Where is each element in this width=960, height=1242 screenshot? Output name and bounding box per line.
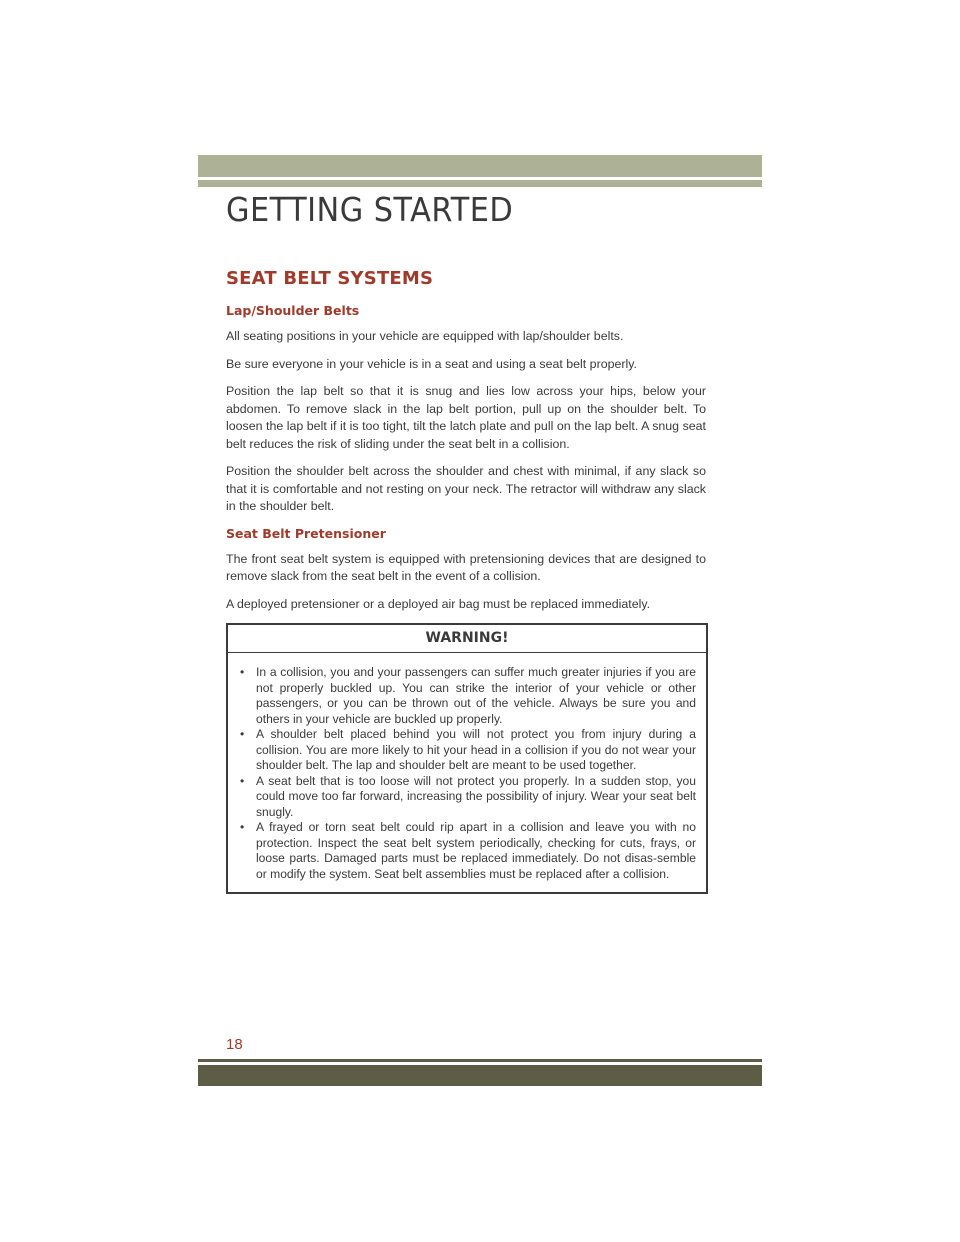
warning-item-text: A shoulder belt placed behind you will not protect you from injury during a collision. You are more likely to hit your head in a collision if you do not wear your shoulder belt. The lap and shoulder belt are meant to be used together. [256, 727, 696, 772]
bullet-icon: • [240, 820, 245, 834]
paragraph: The front seat belt system is equipped with pretensioning devices that are designed to remove slack from the seat belt in the event of a collision. [226, 551, 706, 583]
paragraph: Position the lap belt so that it is snug and lies low across your hips, below your abdomen. To remove slack in the lap belt portion, pull up on the shoulder belt. To loosen the lap belt if it is too tight, tilt the latch plate and pull on the lap belt. A snug seat belt reduces the risk of sliding under the seat belt in a collision. [226, 384, 706, 451]
warning-list [240, 665, 696, 882]
paragraph: Position the shoulder belt across the shoulder and chest with minimal, if any slack so that it is comfortable and not resting on your neck. The retractor will withdraw any slack in the shoulder belt. [226, 464, 706, 513]
warning-item-text: In a collision, you and your passengers can suffer much greater injuries if you are not properly buckled up. You can strike the interior of your vehicle or other passengers, or you can be thrown out of the vehicle. Always be sure you and others in your vehicle are buckled up properly. [256, 665, 696, 726]
bullet-icon: • [240, 727, 245, 741]
main-heading: SEAT BELT SYSTEMS [226, 268, 434, 289]
warning-item-text: A frayed or torn seat belt could rip apart in a collision and leave you with no protection. Inspect the seat belt system periodically, checking for cuts, frays, or loose parts. Damaged parts must be replaced immediately. Do not disas-semble or modify the system. Seat belt assemblies must be replaced after a collision. [256, 820, 696, 881]
paragraph: A deployed pretensioner or a deployed air bag must be replaced immediately. [226, 596, 651, 611]
paragraph: All seating positions in your vehicle are equipped with lap/shoulder belts. [226, 329, 624, 343]
bullet-icon: • [240, 773, 245, 788]
section-title: GETTING STARTED [226, 190, 514, 229]
page-content [226, 268, 706, 894]
warning-box [226, 623, 708, 894]
header-bar [198, 155, 762, 177]
header-rule [198, 180, 762, 187]
warning-item [240, 665, 696, 727]
subheading-lap-shoulder-belts: Lap/Shoulder Belts [226, 303, 360, 318]
footer-rule [198, 1059, 762, 1062]
bullet-icon: • [240, 665, 245, 679]
page-number: 18 [226, 1036, 243, 1053]
subheading-seat-belt-pretensioner: Seat Belt Pretensioner [226, 525, 386, 541]
warning-item [240, 774, 696, 821]
paragraph: Be sure everyone in your vehicle is in a seat and using a seat belt properly. [226, 356, 637, 371]
warning-item [240, 820, 696, 882]
warning-item-text: A seat belt that is too loose will not protect you properly. In a sudden stop, you could move too far forward, increasing the possibility of injury. Wear your seat belt snugly. [256, 773, 696, 819]
footer-bar [198, 1065, 762, 1086]
warning-item [240, 727, 696, 774]
warning-title: WARNING! [228, 625, 706, 653]
